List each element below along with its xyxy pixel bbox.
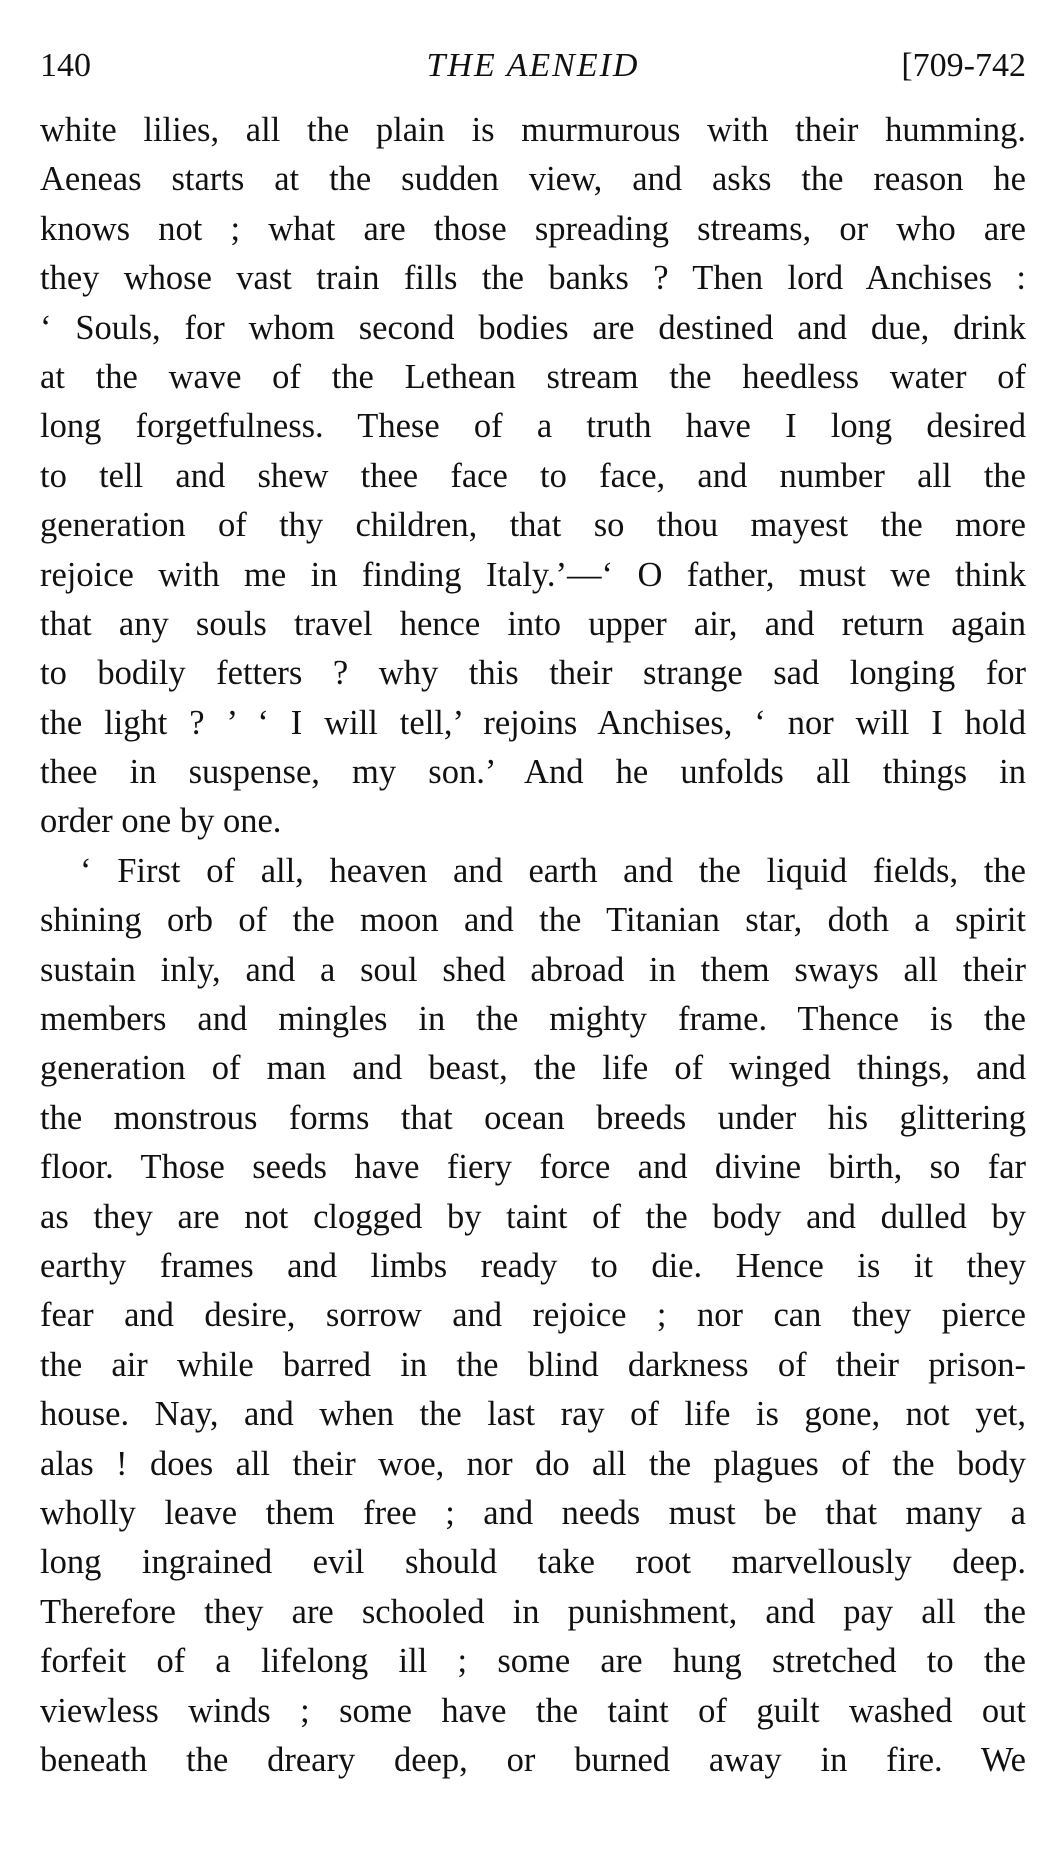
text-line: long ingrained evil should take root marvellously deep.	[40, 1543, 1026, 1582]
text-line: earthy frames and limbs ready to die. Hence is it they	[40, 1246, 1026, 1285]
text-line: alas ! does all their woe, nor do all the plagues of the body	[40, 1444, 1026, 1483]
text-line: Aeneas starts at the sudden view, and asks the reason he	[40, 160, 1026, 199]
text-line: wholly leave them free ; and needs must be that many a	[40, 1493, 1026, 1532]
text-line: order one by one.	[40, 802, 282, 841]
text-line: beneath the dreary deep, or burned away in fire. We	[40, 1740, 1026, 1779]
text-line: long forgetfulness. These of a truth have I long desired	[40, 407, 1026, 446]
text-line: at the wave of the Lethean stream the heedless water of	[40, 357, 1026, 396]
text-line: sustain inly, and a soul shed abroad in them sways all their	[40, 950, 1026, 989]
text-line: thee in suspense, my son.’ And he unfolds all things in	[40, 753, 1026, 792]
text-line: to bodily fetters ? why this their strange sad longing for	[40, 654, 1026, 693]
text-line: knows not ; what are those spreading streams, or who are	[40, 209, 1026, 248]
text-line: forfeit of a lifelong ill ; some are hung stretched to the	[40, 1642, 1026, 1681]
line-range: [709-742	[901, 47, 1026, 84]
text-line: the monstrous forms that ocean breeds under his glittering	[40, 1098, 1026, 1137]
paragraph	[40, 106, 1026, 847]
text-line: white lilies, all the plain is murmurous with their humming.	[40, 111, 1026, 149]
text-line: viewless winds ; some have the taint of guilt washed out	[40, 1691, 1026, 1730]
running-head	[40, 44, 1026, 88]
text-line: Therefore they are schooled in punishment, and pay all the	[40, 1592, 1026, 1631]
text-line: ‘ First of all, heaven and earth and the liquid fields, the	[80, 851, 1026, 890]
text-line: as they are not clogged by taint of the body and dulled by	[40, 1197, 1026, 1236]
text-line: shining orb of the moon and the Titanian star, doth a spirit	[40, 901, 1026, 940]
text-line: members and mingles in the mighty frame. Thence is the	[40, 1000, 1026, 1039]
text-line: the light ? ’ ‘ I will tell,’ rejoins Anchises, ‘ nor will I hold	[40, 703, 1026, 742]
text-line: fear and desire, sorrow and rejoice ; nor can they pierce	[40, 1296, 1026, 1335]
book-title: THE AENEID	[426, 47, 640, 84]
text-line: generation of thy children, that so thou mayest the more	[40, 506, 1026, 545]
text-line: generation of man and beast, the life of winged things, and	[40, 1049, 1026, 1088]
text-line: to tell and shew thee face to face, and number all the	[40, 456, 1026, 495]
text-line: rejoice with me in finding Italy.’—‘ O father, must we think	[40, 555, 1026, 594]
text-line: they whose vast train fills the banks ? Then lord Anchises :	[40, 259, 1026, 298]
text-line: house. Nay, and when the last ray of life is gone, not yet,	[40, 1395, 1026, 1434]
page-number: 140	[40, 47, 91, 84]
paragraph	[40, 847, 1026, 1785]
text-line: ‘ Souls, for whom second bodies are destined and due, drink	[40, 308, 1026, 347]
text-line: that any souls travel hence into upper air, and return again	[40, 604, 1026, 643]
text-line: the air while barred in the blind darkness of their prison-	[40, 1345, 1026, 1384]
text-line: floor. Those seeds have fiery force and divine birth, so far	[40, 1148, 1026, 1187]
body-text	[40, 106, 1026, 1785]
